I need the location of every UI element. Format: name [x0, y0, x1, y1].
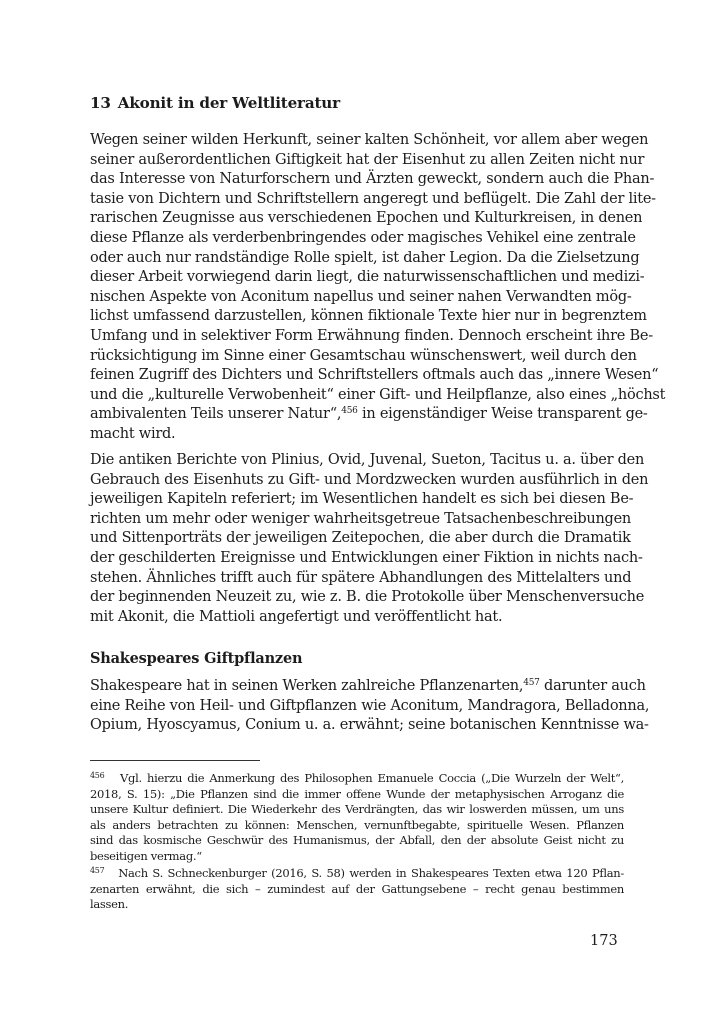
footnote-line: sind das kosmische Geschwür des Humanismus, der Abfall, den der absolute Geist nicht zu: [90, 833, 624, 848]
footnote-line: zenarten erwähnt, die sich – zumindest auf der Gattungsebene – recht genau bestimmen: [90, 881, 624, 896]
footnote-marker: 456: [90, 771, 105, 780]
text-line: und die „kulturelle Verwobenheit“ einer Gift- und Heilpflanze, also eines „höchst: [90, 386, 666, 403]
footnote-456: [90, 771, 624, 865]
footnote-line: 2018, S. 15): „Die Pflanzen sind die immer offene Wunde der metaphysischen Arroganz die: [90, 786, 624, 801]
paragraph-3: [90, 677, 650, 736]
text-line: der beginnenden Neuzeit zu, wie z. B. die Protokolle über Menschenversuche: [90, 589, 645, 606]
page-number: 173: [590, 933, 618, 949]
text-line: jeweiligen Kapiteln referiert; im Wesentlichen handelt es sich bei diesen Be-: [90, 491, 634, 508]
section-heading: Shakespeares Giftpflanzen: [90, 650, 303, 667]
chapter-title: Akonit in der Weltliteratur: [117, 94, 340, 112]
text-line: oder auch nur randständige Rolle spielt, ist daher Legion. Da die Zielsetzung: [90, 249, 640, 266]
footnote-457: [90, 866, 624, 913]
text-line: feinen Zugriff des Dichters und Schriftstellers oftmals auch das „innere Wesen“: [90, 367, 659, 384]
text-line: Gebrauch des Eisenhuts zu Gift- und Mordzwecken wurden ausführlich in den: [90, 471, 649, 488]
footnote-line: beseitigen vermag.“: [90, 848, 202, 863]
text-line: Wegen seiner wilden Herkunft, seiner kalten Schönheit, vor allem aber wegen: [90, 132, 649, 148]
text-fragment: ambivalenten Teils unserer Natur“,: [90, 406, 342, 423]
text-line: nischen Aspekte von Aconitum napellus und seiner nahen Verwandten mög-: [90, 288, 632, 305]
text-line: und Sittenporträts der jeweiligen Zeitepochen, die aber durch die Dramatik: [90, 530, 631, 547]
footnote-divider: [90, 760, 260, 761]
footnote-ref-456[interactable]: 456: [341, 406, 358, 417]
text-line: macht wird.: [90, 425, 176, 442]
text-line: diese Pflanze als verderbenbringendes oder magisches Vehikel eine zentrale: [90, 229, 636, 246]
text-fragment: darunter auch: [539, 678, 646, 694]
text-line: mit Akonit, die Mattioli angefertigt und veröffentlicht hat.: [90, 608, 503, 625]
footnote-line: unsere Kultur definiert. Die Wiederkehr des Verdrängten, das wir loswerden müssen, um uns: [90, 802, 624, 817]
chapter-heading: [90, 94, 340, 112]
text-fragment: Nach S. Schneckenburger (2016, S. 58) werden in Shakespeares Texten etwa 120 Pflan-: [118, 866, 624, 880]
text-fragment: in eigenständiger Weise transparent ge-: [357, 406, 648, 423]
text-line: seiner außerordentlichen Giftigkeit hat der Eisenhut zu allen Zeiten nicht nur: [90, 151, 645, 168]
text-fragment: Vgl. hierzu die Anmerkung des Philosophen Emanuele Coccia („Die Wurzeln der Welt“,: [120, 771, 624, 785]
text-line: dieser Arbeit vorwiegend darin liegt, die naturwissenschaftlichen und medizi-: [90, 269, 645, 286]
text-line: eine Reihe von Heil- und Giftpflanzen wie Aconitum, Mandragora, Belladonna,: [90, 697, 650, 714]
footnote-marker: 457: [90, 866, 105, 875]
footnote-ref-457[interactable]: 457: [523, 678, 540, 688]
text-line: das Interesse von Naturforschern und Ärzten geweckt, sondern auch die Phan-: [90, 171, 655, 188]
text-fragment: Shakespeare hat in seinen Werken zahlreiche Pflanzenarten,: [90, 678, 524, 694]
footnote-line: lassen.: [90, 897, 129, 912]
footnote-line: [90, 866, 624, 882]
chapter-number: 13: [90, 94, 111, 112]
text-line: rarischen Zeugnisse aus verschiedenen Epochen und Kulturkreisen, in denen: [90, 210, 643, 227]
text-line: rücksichtigung im Sinne einer Gesamtschau wünschenswert, weil durch den: [90, 347, 637, 364]
text-line: [90, 677, 646, 697]
text-line: Umfang und in selektiver Form Erwähnung finden. Dennoch erscheint ihre Be-: [90, 327, 653, 344]
paragraph-1: [90, 131, 666, 445]
text-line: der geschilderten Ereignisse und Entwicklungen einer Fiktion in nichts nach-: [90, 549, 643, 566]
footnote-line: [90, 771, 624, 787]
text-line: stehen. Ähnliches trifft auch für spätere Abhandlungen des Mittelalters und: [90, 569, 632, 586]
text-line: lichst umfassend darzustellen, können fiktionale Texte hier nur in begrenztem: [90, 308, 647, 325]
text-line: richten um mehr oder weniger wahrheitsgetreue Tatsachenbeschreibungen: [90, 510, 631, 527]
footnote-line: als anders betrachten zu können: Menschen, vernunftbegabte, spirituelle Wesen. Pflanzen: [90, 817, 624, 832]
paragraph-2: [90, 451, 649, 627]
text-line: Die antiken Berichte von Plinius, Ovid, Juvenal, Sueton, Tacitus u. a. über den: [90, 452, 645, 468]
text-line: Opium, Hyoscyamus, Conium u. a. erwähnt; seine botanischen Kenntnisse wa-: [90, 717, 649, 734]
text-line: tasie von Dichtern und Schriftstellern angeregt und beflügelt. Die Zahl der lite-: [90, 190, 656, 207]
text-line: [90, 405, 648, 425]
